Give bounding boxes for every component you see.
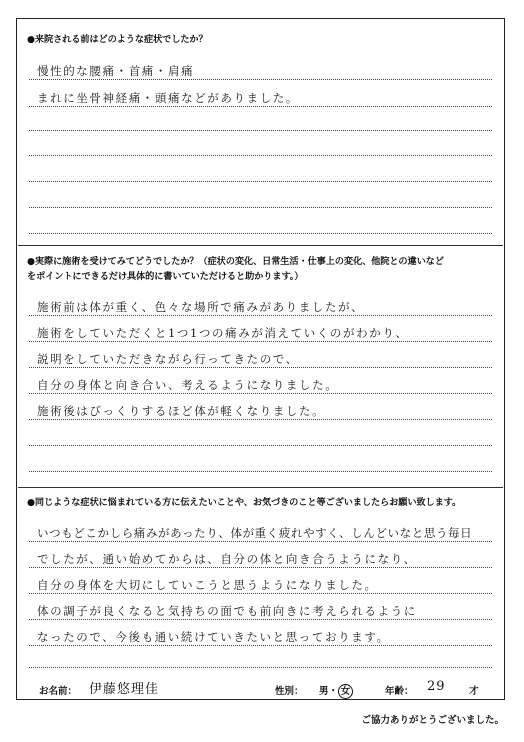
gender-female-circled: 女 xyxy=(338,684,353,699)
answer-2-line-5: 施術後はびっくりするほど体が軽くなりました。 xyxy=(37,404,326,418)
answer-rule xyxy=(29,106,492,107)
gender-male: 男 xyxy=(319,686,329,697)
answer-rule xyxy=(29,155,492,156)
answer-3-line-1: いつもどこかしら痛みがあったり、体が重く疲れやすく、しんどいなと思う毎日 xyxy=(37,526,473,540)
answer-3-line-5: なったので、今後も通い続けていきたいと思っております。 xyxy=(37,630,390,644)
question-3: ●同じような症状に悩まれている方に伝えたいことや、お気づきのこと等ございましたらお願い致します。 xyxy=(27,497,462,508)
answer-rule xyxy=(29,593,492,594)
answer-rule xyxy=(29,341,492,342)
answer-rule xyxy=(29,393,492,394)
answer-rule xyxy=(29,367,492,368)
survey-form xyxy=(16,18,505,700)
answer-3-line-2: でしたが、通い始めてからは、自分の体と向き合うようになり、 xyxy=(37,552,417,566)
age-label: 年齢： xyxy=(385,686,414,697)
question-2-line-1: ●実際に施術を受けてみてどうでしたか？（症状の変化、日常生活・仕事上の変化、他院との違いなど xyxy=(27,256,444,267)
age-unit: 才 xyxy=(469,686,479,697)
answer-2-line-1: 施術前は体が重く、色々な場所で痛みがありましたが、 xyxy=(37,300,365,314)
answer-rule xyxy=(29,130,492,131)
answer-1-line-2: まれに坐骨神経痛・頭痛などがありました。 xyxy=(37,91,299,105)
age-value: 29 xyxy=(427,679,446,694)
answer-3-line-3: 自分の身体を大切にしていこうと思うようになりました。 xyxy=(37,578,378,592)
question-1: ●来院される前はどのような症状でしたか？ xyxy=(27,34,208,45)
name-label: お名前： xyxy=(39,686,78,697)
name-value: 伊藤悠理佳 xyxy=(89,682,160,697)
question-2-line-2: をポイントにできるだけ具体的に書いていただけると助かります。） xyxy=(27,271,304,282)
answer-rule xyxy=(29,445,492,446)
answer-rule xyxy=(29,541,492,542)
answer-2-line-3: 説明をしていただきながら行ってきたので、 xyxy=(37,352,299,366)
answer-rule xyxy=(29,181,492,182)
answer-rule xyxy=(29,645,492,646)
gender-label: 性別： xyxy=(275,686,304,697)
gender-separator: ・ xyxy=(328,686,339,697)
answer-2-line-2: 施術をしていただくと1つ1つの痛みが消えていくのがわかり、 xyxy=(37,326,409,340)
answer-2-line-4: 自分の身体と向き合い、考えるようになりました。 xyxy=(37,378,339,392)
answer-rule xyxy=(29,79,492,80)
answer-1-line-1: 慢性的な腰痛・首痛・肩痛 xyxy=(37,64,195,78)
gender-options xyxy=(319,683,353,699)
answer-rule xyxy=(29,471,492,472)
answer-rule xyxy=(29,619,492,620)
answer-rule xyxy=(29,233,492,234)
answer-rule xyxy=(29,419,492,420)
answer-rule xyxy=(29,567,492,568)
thanks-message: ご協力ありがとうございました。 xyxy=(361,715,504,726)
section-divider xyxy=(18,487,503,488)
answer-rule xyxy=(29,315,492,316)
answer-3-line-4: 体の調子が良くなると気持ちの面でも前向きに考えられるように xyxy=(37,604,417,618)
answer-rule xyxy=(29,667,492,668)
answer-rule xyxy=(29,207,492,208)
section-divider xyxy=(18,245,503,246)
